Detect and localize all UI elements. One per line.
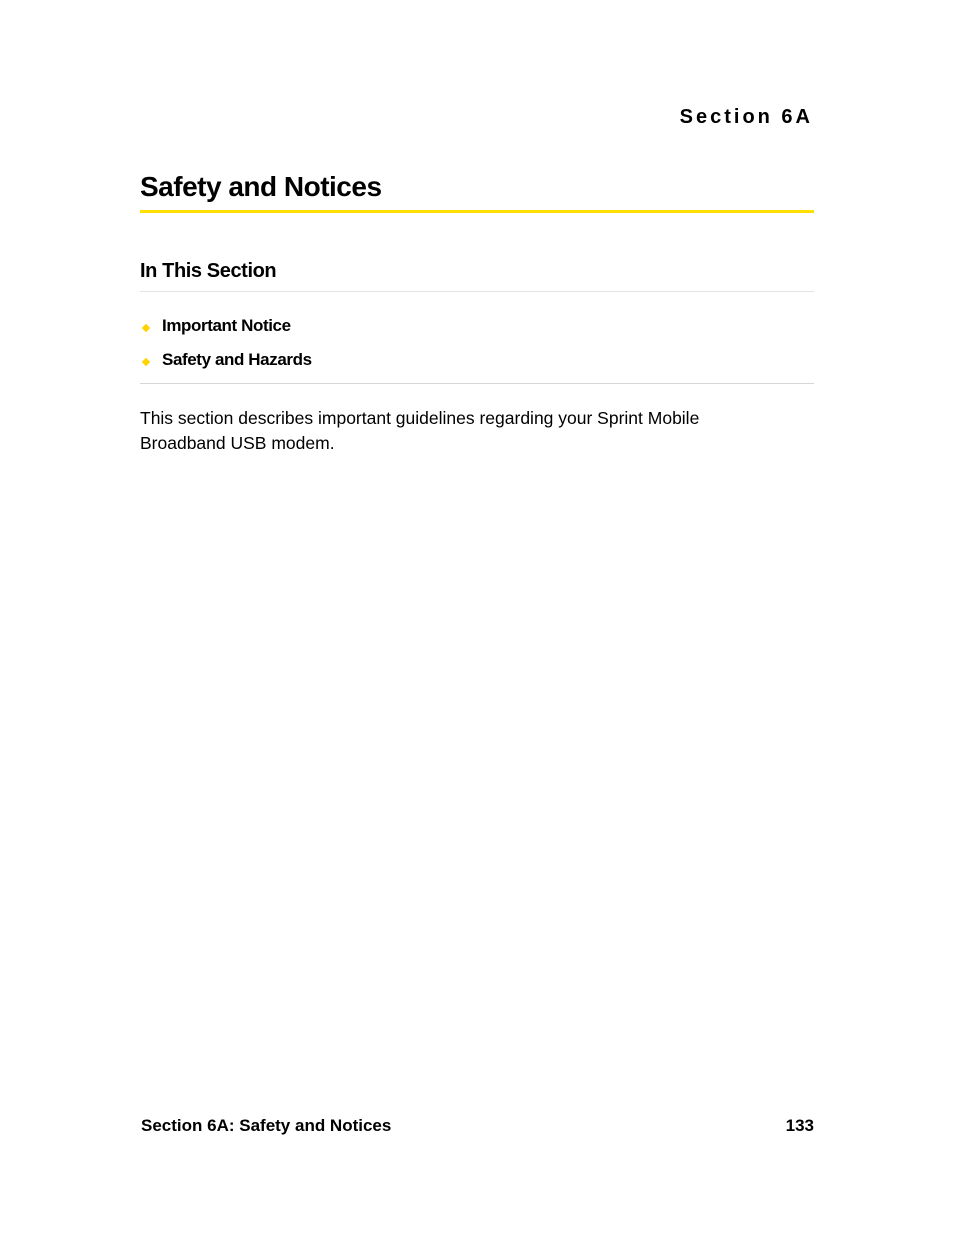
diamond-bullet-icon bbox=[142, 358, 150, 366]
page-number: 133 bbox=[785, 1116, 814, 1135]
toc-bottom-divider bbox=[140, 383, 814, 384]
page-title: Safety and Notices bbox=[140, 171, 382, 202]
toc-item-important-notice bbox=[140, 309, 312, 343]
toc-top-divider bbox=[140, 291, 814, 292]
toc-item-safety-and-hazards bbox=[140, 343, 312, 377]
in-this-section-heading: In This Section bbox=[140, 260, 277, 282]
toc-item-label: Important Notice bbox=[162, 316, 291, 335]
title-underline bbox=[140, 210, 814, 213]
intro-paragraph: This section describes important guidelines regarding your Sprint Mobile Broadband USB modem. bbox=[140, 408, 700, 453]
section-toc-list bbox=[140, 309, 312, 377]
footer-section-title: Section 6A: Safety and Notices bbox=[141, 1116, 392, 1135]
diamond-bullet-icon bbox=[142, 324, 150, 332]
section-label: Section 6A bbox=[679, 106, 813, 128]
toc-item-label: Safety and Hazards bbox=[162, 350, 312, 369]
